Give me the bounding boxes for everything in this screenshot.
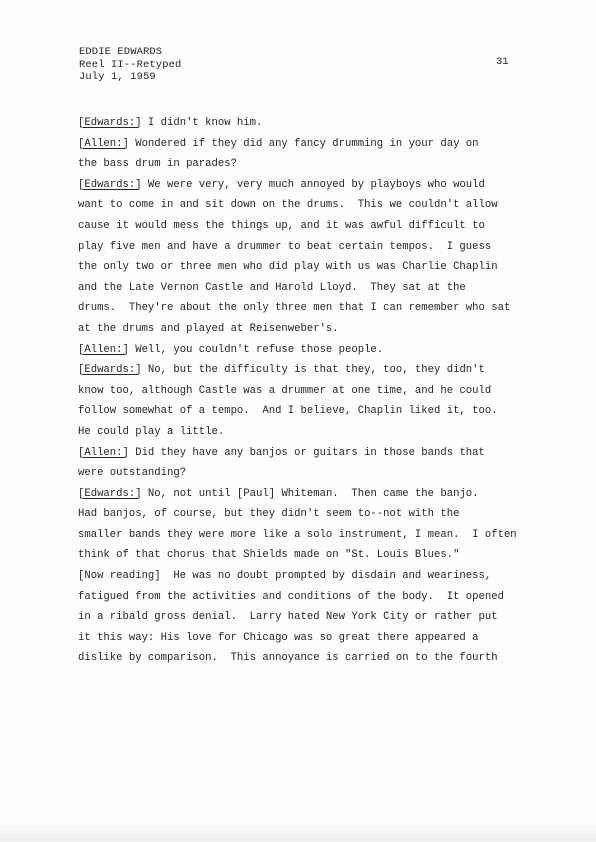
line-text: follow somewhat of a tempo. And I believe, Chaplin liked it, too. [78,405,498,418]
line-text: Well, you couldn't refuse those people. [128,343,384,356]
line-text: the only two or three men who did play with us was Charlie Chaplin [78,261,498,274]
transcript-line [78,278,518,299]
transcript-line [78,463,518,484]
transcript-line [78,545,518,566]
line-text: it this way: His love for Chicago was so great there appeared a [78,631,479,644]
transcript-line [78,381,518,402]
line-text: know too, although Castle was a drummer at one time, and he could [78,384,492,397]
transcript-line [78,401,518,422]
speaker-label: [Allen:] [78,343,129,356]
transcript-line [78,607,518,628]
transcript-line [78,628,518,649]
transcript-line [78,237,518,258]
line-text: cause it would mess the things up, and it was awful difficult to [78,219,485,232]
transcript-line [78,175,518,196]
line-text: play five men and have a drummer to beat certain tempos. I guess [78,240,492,253]
line-text: drums. They're about the only three men that I can remember who sat [78,302,511,315]
transcript-line [78,154,518,175]
line-text: Did they have any banjos or guitars in those bands that [128,446,485,459]
line-text: No, but the difficulty is that they, too, they didn't [141,364,485,377]
transcript-header [79,46,181,84]
speaker-label: [Allen:] [78,446,129,459]
transcript-body [78,113,518,669]
line-text: We were very, very much annoyed by playboys who would [141,178,485,191]
line-text: smaller bands they were more like a solo instrument, I mean. I often [78,528,517,541]
line-text: I didn't know him. [141,117,263,129]
transcript-line [78,566,518,587]
scan-bottom-edge [0,820,596,842]
line-text: the bass drum in parades? [78,158,237,171]
transcript-line [78,340,518,361]
transcript-line [78,216,518,237]
transcript-line [78,504,518,525]
transcript-line [78,525,518,546]
line-text: and the Late Vernon Castle and Harold Lloyd. They sat at the [78,281,466,294]
speaker-label: [Edwards:] [78,364,142,377]
transcript-line [78,443,518,464]
line-text: dislike by comparison. This annoyance is carried on to the fourth [78,652,498,665]
line-text: fatigued from the activities and conditions of the body. It opened [78,590,504,603]
line-text: [Now reading] He was no doubt prompted by disdain and weariness, [78,570,492,583]
speaker-label: [Edwards:] [78,117,142,129]
transcript-line [78,319,518,340]
transcript-line [78,587,518,608]
speaker-label: [Allen:] [78,137,129,150]
line-text: Had banjos, of course, but they didn't seem to--not with the [78,508,460,521]
line-text: at the drums and played at Reisenweber's. [78,322,339,335]
header-name: EDDIE EDWARDS [79,46,163,58]
line-text: No, not until [Paul] Whiteman. Then came the banjo. [141,487,479,500]
line-text: think of that chorus that Shields made on "St. Louis Blues." [78,549,460,562]
transcript-line [78,257,518,278]
line-text: Wondered if they did any fancy drumming in your day on [128,137,479,150]
line-text: in a ribald gross denial. Larry hated New York City or rather put [78,611,498,624]
transcript-line [78,298,518,319]
transcript-line [78,113,518,134]
page-number: 31 [496,56,509,68]
transcript-line [78,648,518,669]
speaker-label: [Edwards:] [78,487,142,500]
line-text: want to come in and sit down on the drums. This we couldn't allow [78,199,498,212]
header-reel: Reel II--Retyped [79,58,182,71]
transcript-line [78,422,518,443]
transcript-line [78,484,518,505]
transcript-line [78,360,518,381]
transcript-line [78,195,518,216]
line-text: He could play a little. [78,425,225,438]
speaker-label: [Edwards:] [78,178,142,191]
line-text: were outstanding? [78,467,187,480]
header-date: July 1, 1959 [79,71,156,83]
transcript-line [78,134,518,155]
